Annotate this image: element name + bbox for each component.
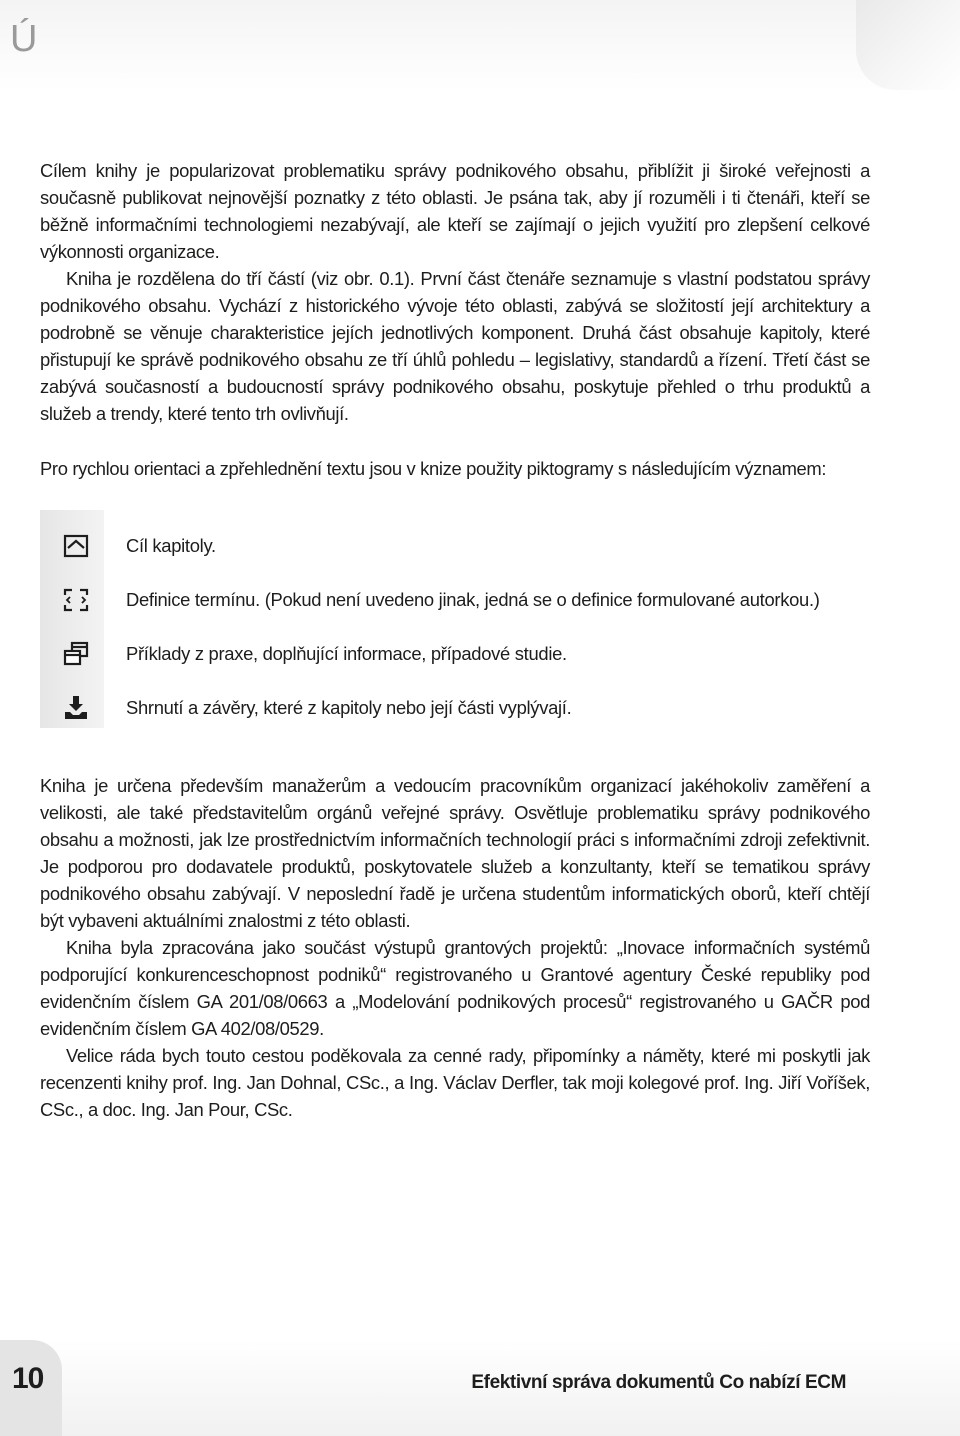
legend-item-goal xyxy=(40,526,920,566)
legend-item-examples xyxy=(40,634,920,674)
definition-icon xyxy=(62,586,90,614)
intro-section xyxy=(40,157,870,427)
legend-label-goal: Cíl kapitoly. xyxy=(126,535,216,556)
page-header xyxy=(0,0,960,92)
chapter-goal-icon xyxy=(62,532,90,560)
running-title: Efektivní správa dokumentů Co nabízí ECM xyxy=(471,1372,846,1393)
header-corner-decoration xyxy=(856,0,960,90)
legend-label-summary: Shrnutí a závěry, které z kapitoly nebo její části vyplývají. xyxy=(126,697,572,718)
legend-label-examples: Příklady z praxe, doplňující informace, případové studie. xyxy=(126,643,567,664)
legend-label-definition: Definice termínu. (Pokud není uvedeno jinak, jedná se o definice formulované autorkou.) xyxy=(126,589,820,610)
acknowledgement-paragraph: Velice ráda bych touto cestou poděkovala za cenné rady, připomínky a náměty, které mi poskytli jak recenzenti knihy prof. Ing. Jan Dohnal, CSc., a Ing. Václav Derfler, tak moji kolegové prof. Ing. Jiří Voříšek, CSc., a doc. Ing. Jan Pour, CSc. xyxy=(40,1045,870,1120)
pictogram-lead xyxy=(40,455,870,482)
pictogram-lead-text: Pro rychlou orientaci a zpřehlednění textu jsou v knize použity piktogramy s následujícím významem: xyxy=(40,458,827,479)
section-letter: Ú xyxy=(10,18,38,60)
legend-item-definition xyxy=(40,580,920,620)
audience-paragraph-1: Kniha je určena především manažerům a vedoucím pracovníkům organizací jakéhokoliv zaměření a velikosti, ale také představitelům orgánů veřejné správy. Osvětluje problematiku správy podnikového obsahu a možnosti, jak lze prostřednictvím informačních technologií práci s informačními zdroji zefektivnit. Je podporou pro dodavatele produktů, poskytovatele služeb a konzultanty, kteří se tematikou správy podnikového obsahu zabývají. V neposlední řadě je určena studentům informatických oborů, kteří chtějí být vybaveni aktuálními znalostmi z této oblasti. xyxy=(40,775,870,931)
intro-paragraph-1: Cílem knihy je popularizovat problematiku správy podnikového obsahu, přiblížit ji široké veřejnosti a současně publikovat nejnovější poznatky z této oblasti. Je psána tak, aby jí rozuměli i ti čtenáři, kteří se běžně informačními technologiemi nezabývají, ale kteří se zajímají o jejich využití pro zlepšení celkové výkonnosti organizace. xyxy=(40,160,870,262)
legend-item-summary xyxy=(40,688,920,728)
audience-section xyxy=(40,772,870,1123)
examples-icon xyxy=(62,640,90,668)
intro-paragraph-2: Kniha je rozdělena do tří částí (viz obr. 0.1). První část čtenáře seznamuje s vlastní podstatou správy podnikového obsahu. Vychází z historického vývoje této oblasti, zabývá se složitostí její architektury a podrobně se věnuje charakteristice jejích jednotlivých komponent. Druhá část obsahuje kapitoly, které přistupují ke správě podnikového obsahu ze tří úhlů pohledu – legislativy, standardů a řízení. Třetí část se zabývá současností a budoucností správy podnikového obsahu, poskytuje přehled o trhu produktů a služeb a trendy, které tento trh ovlivňují. xyxy=(40,268,870,424)
page-number: 10 xyxy=(12,1362,44,1395)
summary-icon xyxy=(62,694,90,722)
grant-paragraph: Kniha byla zpracována jako součást výstupů grantových projektů: „Inovace informačních systémů podporující konkurenceschopnost podniků“ registrovaného u Grantové agentury České republiky pod evidenčním číslem GA 201/08/0663 a „Modelování podnikových procesů“ registrovaného u GAČR pod evidenčním číslem GA 402/08/0529. xyxy=(40,937,870,1039)
